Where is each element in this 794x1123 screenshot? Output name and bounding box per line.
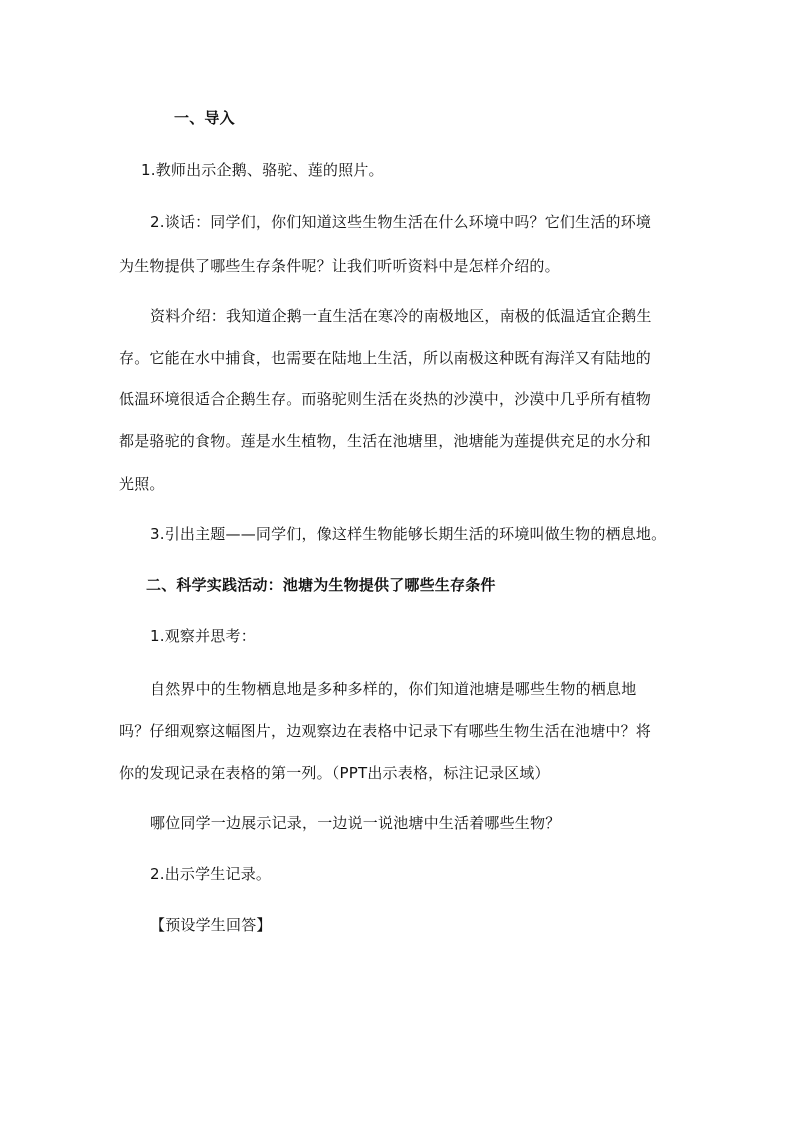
material-line-1: 资料介绍：我知道企鹅一直生活在寒冷的南极地区，南极的低温适宜企鹅生	[150, 307, 652, 325]
question-paragraph: 哪位同学一边展示记录，一边说一说池塘中生活着哪些生物？	[150, 814, 561, 832]
material-line-4: 都是骆驼的食物。莲是水生植物，生活在池塘里，池塘能为莲提供充足的水分和	[119, 432, 652, 450]
subheading-observe: 1.观察并思考：	[150, 627, 256, 645]
observe-paragraph-line-2: 吗？仔细观察这幅图片，边观察边在表格中记录下有哪些生物生活在池塘中？将	[119, 722, 652, 740]
paragraph-item-2-line-2: 为生物提供了哪些生存条件呢？让我们听听资料中是怎样介绍的。	[119, 257, 560, 275]
observe-paragraph-line-3: 你的发现记录在表格的第一列。（PPT出示表格，标注记录区域）	[119, 764, 550, 782]
paragraph-item-3: 3.引出主题——同学们，像这样生物能够长期生活的环境叫做生物的栖息地。	[150, 525, 667, 543]
section-heading-intro: 一、导入	[174, 109, 235, 127]
material-line-2: 存。它能在水中捕食，也需要在陆地上生活，所以南极这种既有海洋又有陆地的	[119, 349, 652, 367]
section-heading-practice: 二、科学实践活动：池塘为生物提供了哪些生存条件	[146, 576, 496, 594]
paragraph-item-1: 1.教师出示企鹅、骆驼、莲的照片。	[141, 161, 384, 179]
preset-answer-label: 【预设学生回答】	[150, 916, 272, 934]
paragraph-item-2-line-1: 2.谈话：同学们，你们知道这些生物生活在什么环境中吗？它们生活的环境	[150, 213, 652, 231]
subheading-show-records: 2.出示学生记录。	[150, 865, 272, 883]
material-line-3: 低温环境很适合企鹅生存。而骆驼则生活在炎热的沙漠中，沙漠中几乎所有植物	[119, 390, 652, 408]
material-line-5: 光照。	[119, 475, 165, 493]
observe-paragraph-line-1: 自然界中的生物栖息地是多种多样的，你们知道池塘是哪些生物的栖息地	[150, 680, 637, 698]
